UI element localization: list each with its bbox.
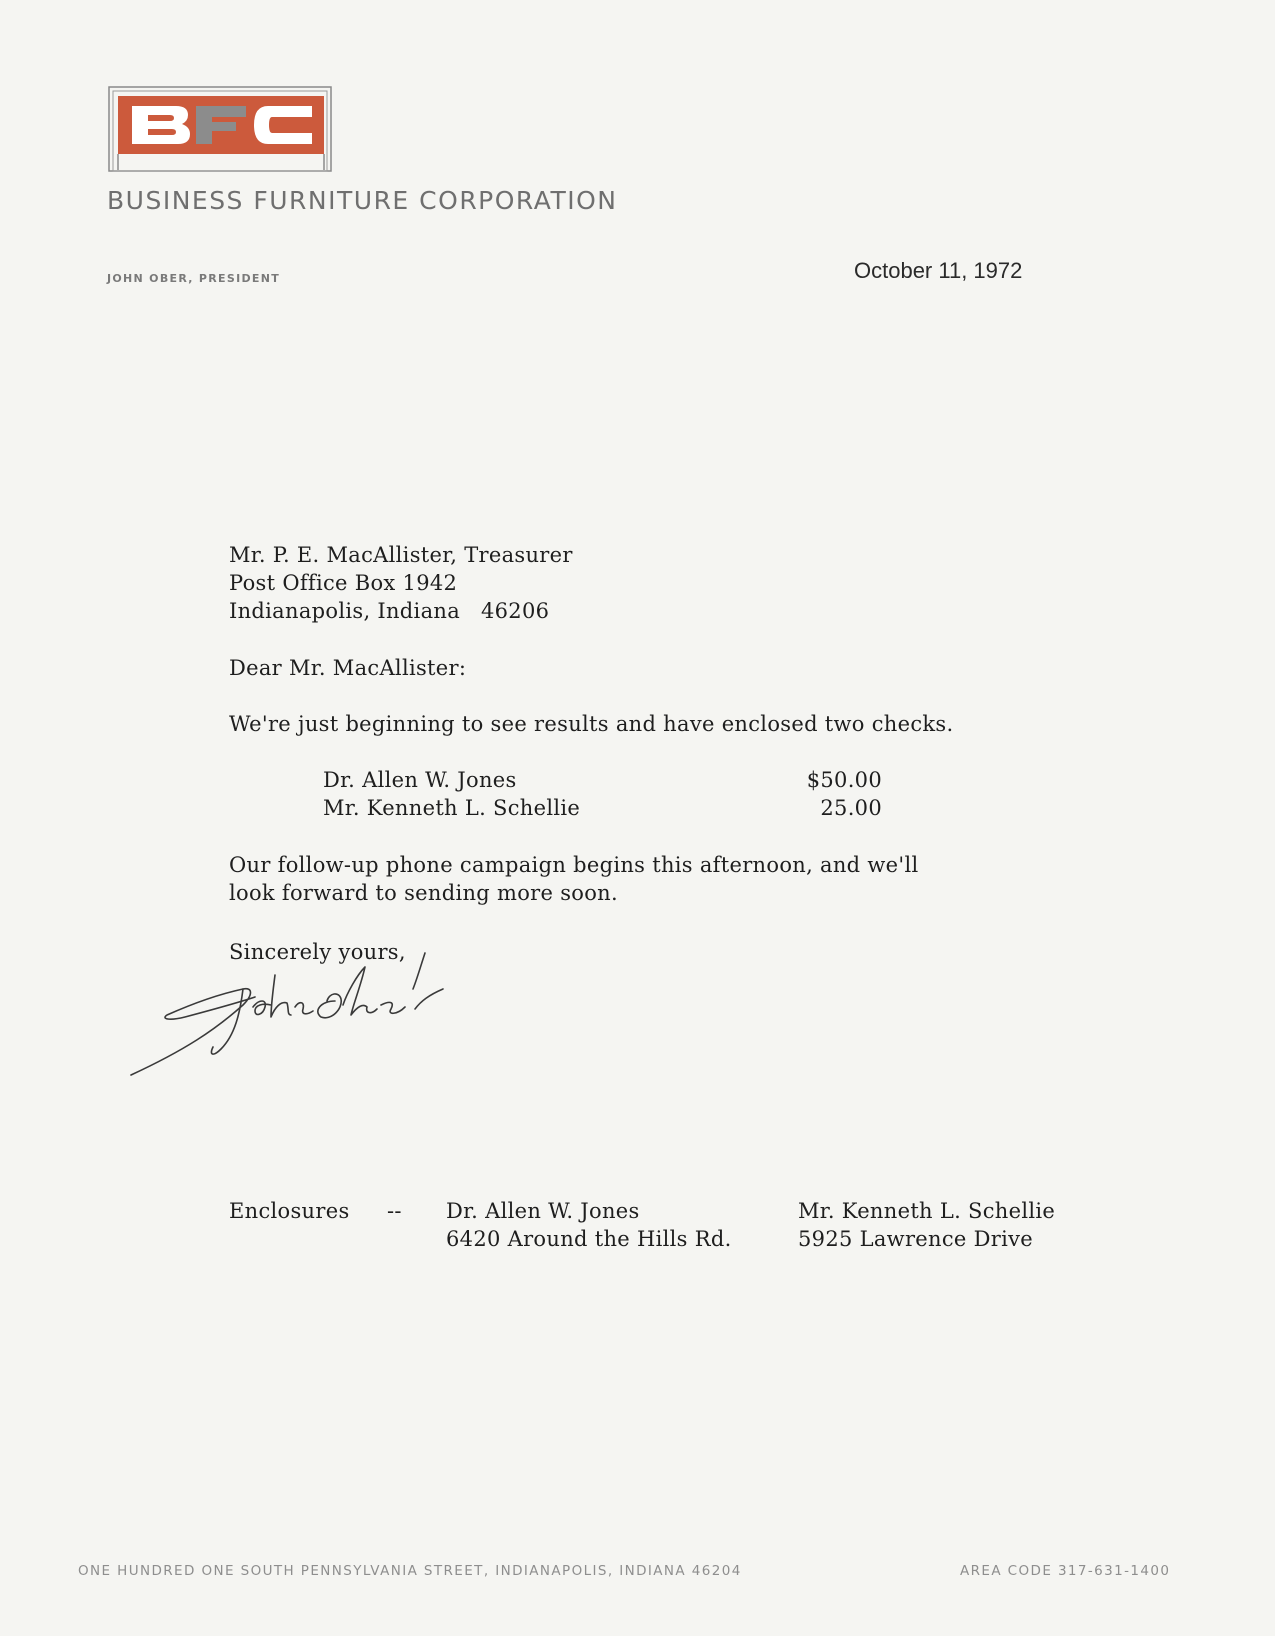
recipient-line-3: Indianapolis, Indiana 46206 (229, 599, 550, 623)
check-name-2: Mr. Kenneth L. Schellie (323, 796, 581, 820)
salutation: Dear Mr. MacAllister: (229, 656, 467, 680)
enclosures-dash: -- (387, 1199, 402, 1223)
enclosure-1-address: 6420 Around the Hills Rd. (446, 1227, 732, 1251)
body-paragraph-2-line-2: look forward to sending more soon. (229, 881, 618, 905)
check-amount-1: $50.00 (806, 768, 882, 792)
president-line: JOHN OBER, PRESIDENT (107, 272, 281, 285)
handwritten-signature (125, 945, 475, 1080)
recipient-line-1: Mr. P. E. MacAllister, Treasurer (229, 543, 573, 567)
company-name: BUSINESS FURNITURE CORPORATION (107, 186, 618, 215)
footer-phone: AREA CODE 317-631-1400 (960, 1563, 1171, 1579)
letter-date: October 11, 1972 (854, 258, 1023, 283)
enclosure-2-address: 5925 Lawrence Drive (798, 1227, 1033, 1251)
check-name-1: Dr. Allen W. Jones (323, 768, 517, 792)
check-amount-2: 25.00 (820, 796, 882, 820)
enclosures-label: Enclosures (229, 1199, 350, 1223)
recipient-line-2: Post Office Box 1942 (229, 571, 458, 595)
enclosure-1-name: Dr. Allen W. Jones (446, 1199, 640, 1223)
enclosure-2-name: Mr. Kenneth L. Schellie (798, 1199, 1056, 1223)
closing: Sincerely yours, (229, 940, 406, 964)
body-paragraph-2-line-1: Our follow-up phone campaign begins this afternoon, and we'll (229, 853, 919, 877)
bfc-logo (108, 86, 332, 172)
footer-address: ONE HUNDRED ONE SOUTH PENNSYLVANIA STREET, INDIANAPOLIS, INDIANA 46204 (78, 1563, 742, 1579)
body-paragraph-1: We're just beginning to see results and have enclosed two checks. (229, 712, 954, 736)
